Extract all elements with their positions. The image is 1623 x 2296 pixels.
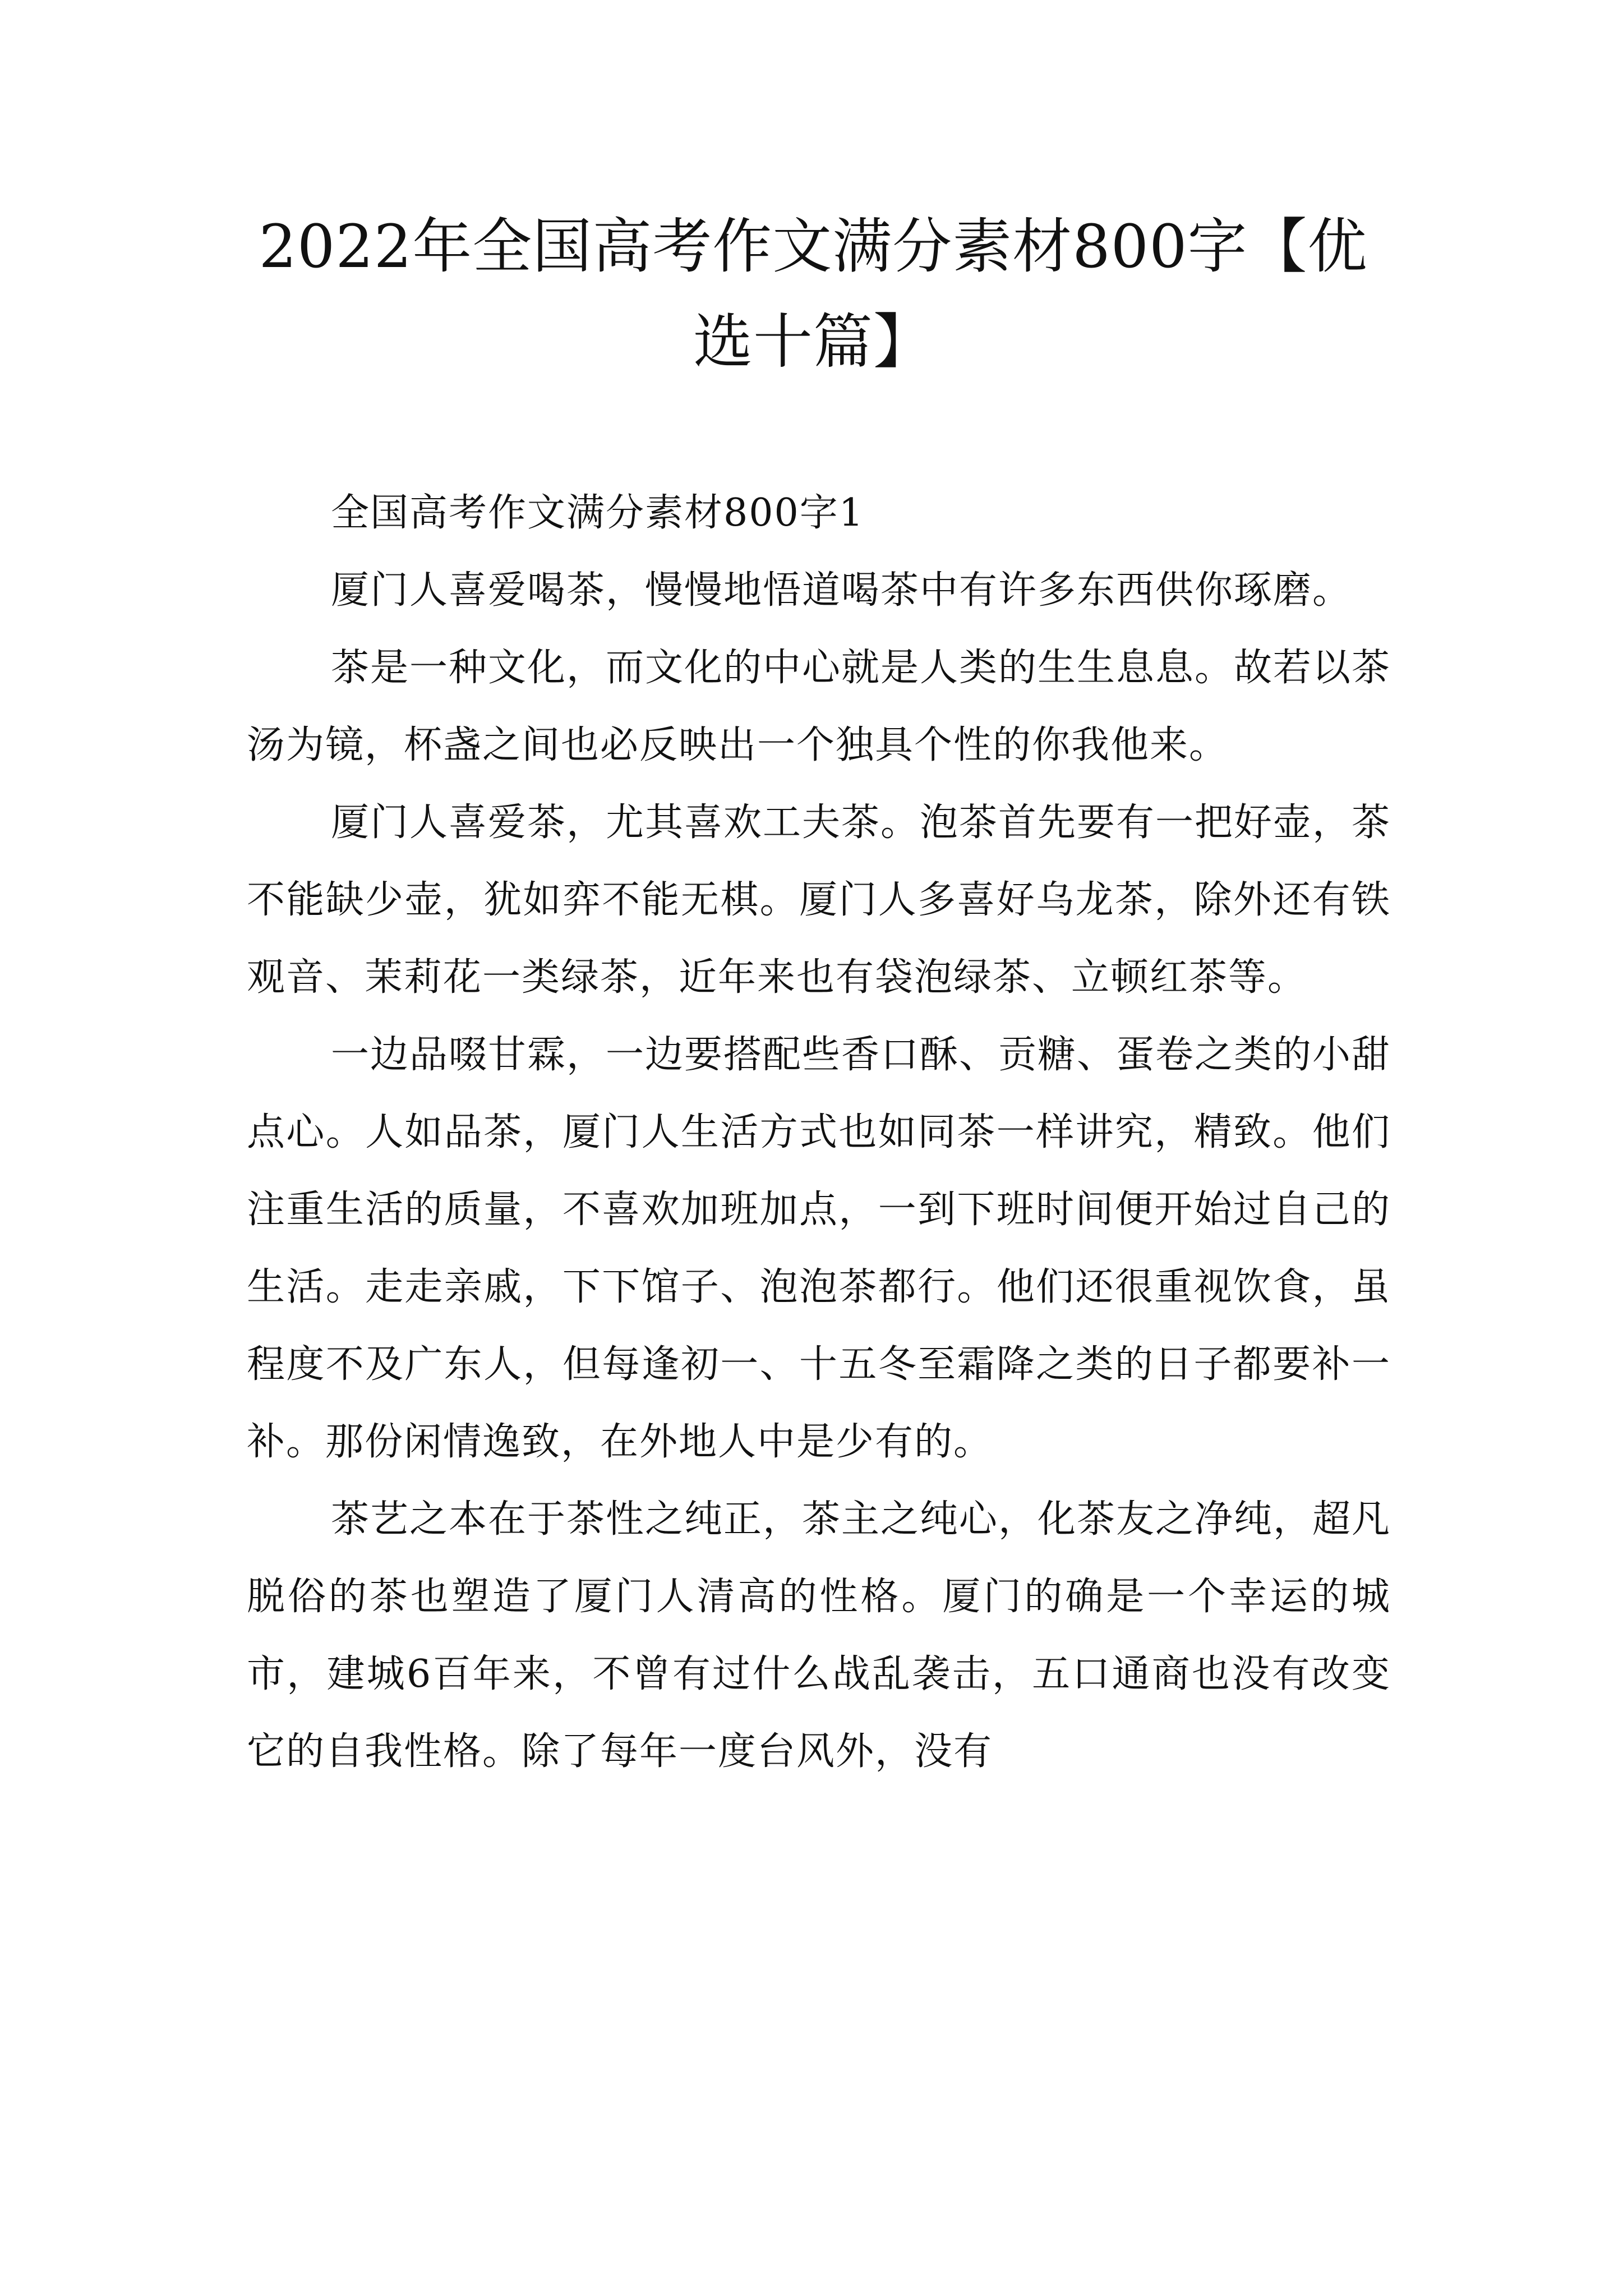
paragraph: 茶艺之本在于茶性之纯正，茶主之纯心，化茶友之净纯，超凡脱俗的茶也塑造了厦门人清高的性格。厦门的确是一个幸运的城市，建城6百年来，不曾有过什么战乱袭击，五口通商也没有改变它的自我性格。除了每年一度台风外，没有: [247, 1497, 1391, 1774]
document-body: [247, 475, 1391, 1791]
paragraph: 厦门人喜爱喝茶，慢慢地悟道喝茶中有许多东西供你琢磨。: [331, 568, 1352, 613]
paragraph: 一边品啜甘霖，一边要搭配些香口酥、贡糖、蛋卷之类的小甜点心。人如品茶，厦门人生活方式也如同茶一样讲究，精致。他们注重生活的质量，不喜欢加班加点，一到下班时间便开始过自己的生活。走走亲戚，下下馆子、泡泡茶都行。他们还很重视饮食，虽程度不及广东人，但每逢初一、十五冬至霜降之类的日子都要补一补。那份闲情逸致，在外地人中是少有的。: [247, 1033, 1391, 1464]
paragraph: 茶是一种文化，而文化的中心就是人类的生生息息。故若以茶汤为镜，杯盏之间也必反映出一个独具个性的你我他来。: [247, 646, 1391, 767]
document-title: 2022年全国高考作文满分素材800字【优选十篇】: [259, 212, 1368, 376]
paragraph: 厦门人喜爱茶，尤其喜欢工夫茶。泡茶首先要有一把好壶，茶不能缺少壶，犹如弈不能无棋。厦门人多喜好乌龙茶，除外还有铁观音、茉莉花一类绿茶，近年来也有袋泡绿茶、立顿红茶等。: [247, 800, 1391, 1000]
section-heading: 全国高考作文满分素材800字1: [331, 491, 865, 535]
